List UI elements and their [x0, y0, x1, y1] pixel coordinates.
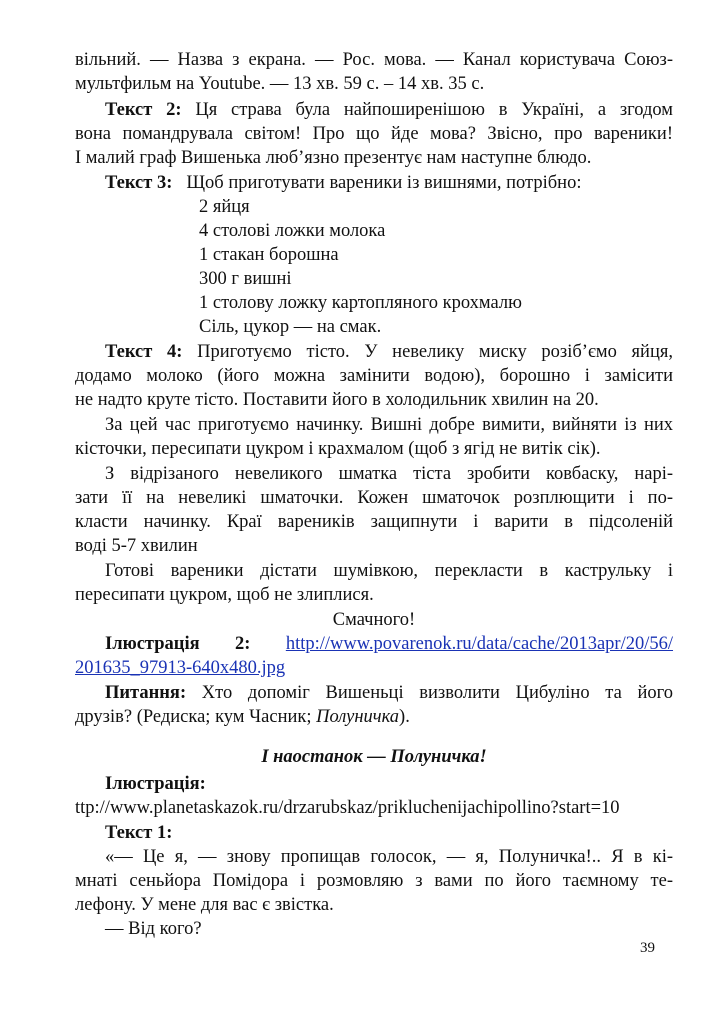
text-line: додамо молоко (його можна замінити водою), борошно і замісити [75, 366, 673, 386]
question-line [105, 681, 673, 705]
text-line: вільний. — Назва з екрана. — Рос. мова. — Канал користувача Союз- [75, 50, 673, 70]
text-line: зати її на невеликі шматочки. Кожен шматочок розплющити і по- [75, 488, 673, 508]
text-span: Хто допоміг Вишеньці визволити Цибуліно та його [201, 683, 673, 703]
section-heading: І наостанок — Полуничка! [261, 747, 487, 767]
smachnoho-line: Смачного! [332, 610, 416, 630]
text-line: кісточки, пересипати цукром і крахмалом (щоб з ягід не витік сік). [75, 439, 601, 459]
text-line: З відрізаного невеликого шматка тіста зробити ковбаску, нарі- [105, 464, 673, 484]
text-3-line [105, 171, 581, 195]
text-4-label: Текст 4: [105, 342, 183, 362]
illustration-2-label: Ілюстрація 2: [105, 634, 251, 654]
question-label: Питання: [105, 683, 187, 703]
page-number: 39 [640, 940, 655, 956]
ingredient-item: 2 яйця [199, 197, 250, 217]
text-line: воді 5-7 хвилин [75, 536, 198, 556]
text-line: Готові вареники дістати шумівкою, перекласти в каструльку і [105, 561, 673, 581]
text-span: Ця страва була найпоширенішою в Україні, а згодом [195, 100, 673, 120]
text-span: друзів? (Редиска; кум Часник; [75, 707, 317, 727]
text-line: класти начинку. Краї вареників защипнути і варити в підсоленій [75, 512, 673, 532]
text-1-label: Текст 1: [105, 823, 173, 843]
text-span: Приготуємо тісто. У невелику миску розіб’ємо яйця, [197, 342, 673, 362]
illustration-2-link[interactable]: http://www.povarenok.ru/data/cache/2013apr/20/56/ [285, 634, 674, 654]
ingredient-item: 4 столові ложки молока [199, 221, 386, 241]
text-span: Щоб приготувати вареники із вишнями, потрібно: [186, 173, 582, 193]
italic-answer: Полуничка [316, 707, 400, 727]
illustration-2-link-continuation[interactable]: 201635_97913-640x480.jpg [75, 658, 286, 678]
illustration-label: Ілюстрація: [105, 774, 206, 794]
text-2-paragraph-line [75, 98, 673, 122]
text-4-paragraph-line [75, 340, 673, 364]
illustration-2-link-continuation-line [75, 656, 285, 680]
illustration-2-line [105, 632, 673, 656]
text-line: За цей час приготуємо начинку. Вишні добре вимити, вийняти із них [105, 415, 673, 435]
illustration-url: ttp://www.planetaskazok.ru/drzarubskaz/prikluchenijachipollino?start=10 [75, 798, 620, 818]
text-line: вона помандрувала світом! Про що йде мова? Звісно, про вареники! [75, 124, 673, 144]
ingredient-item: 1 стакан борошна [199, 245, 339, 265]
text-line: пересипати цукром, щоб не злиплися. [75, 585, 374, 605]
text-line: — Від кого? [105, 919, 202, 939]
text-2-label: Текст 2: [105, 100, 182, 120]
ingredient-item: 1 столову ложку картопляного крохмалю [199, 293, 522, 313]
question-answers-line [75, 705, 410, 729]
text-3-label: Текст 3: [105, 173, 173, 193]
text-line: мнаті сеньйора Помідора і розмовляю з вами по його таємному те- [75, 871, 673, 891]
ingredient-item: 300 г вишні [199, 269, 292, 289]
text-line: І малий граф Вишенька люб’язно презентує нам наступне блюдо. [75, 148, 592, 168]
text-line: мультфильм на Youtube. — 13 хв. 59 с. – 14 хв. 35 с. [75, 74, 485, 94]
ingredient-item: Сіль, цукор — на смак. [199, 317, 382, 337]
text-span: ). [399, 707, 410, 727]
text-line: «— Це я, — знову пропищав голосок, — я, Полуничка!.. Я в кі- [105, 847, 673, 867]
text-line: лефону. У мене для вас є звістка. [75, 895, 334, 915]
text-line: не надто круте тісто. Поставити його в холодильник хвилин на 20. [75, 390, 599, 410]
